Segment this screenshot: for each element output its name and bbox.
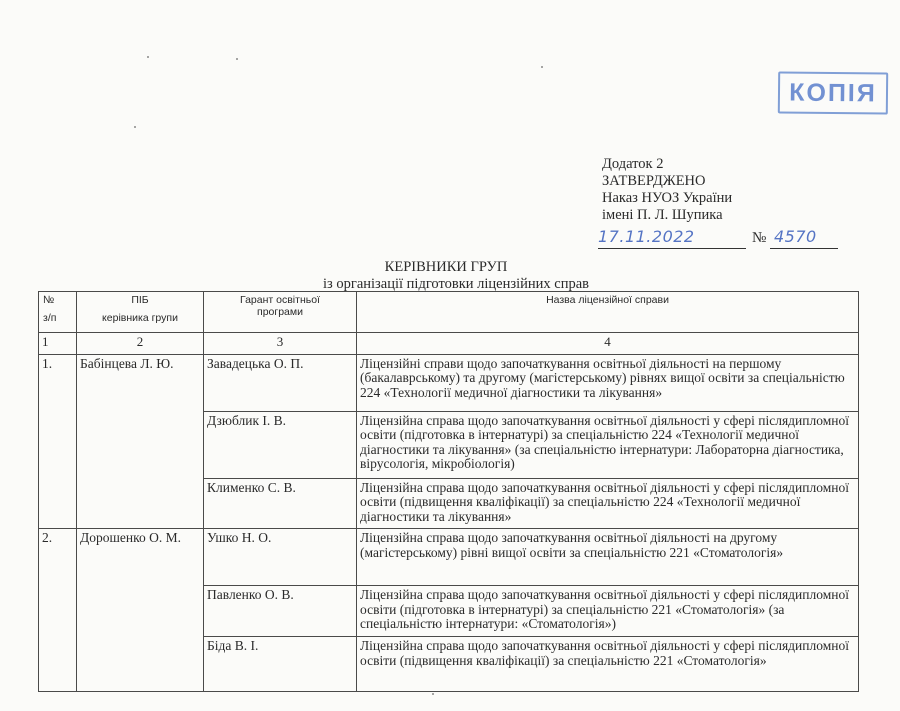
order-date-number-line	[598, 227, 817, 250]
license-case: Ліцензійна справа щодо започаткування освітньої діяльності у сфері післядипломної освіти (підвищення кваліфікації) за спеціальністю 224 «Технології медичної діагностики та лікування»	[357, 478, 859, 529]
header-num-line1: №	[43, 294, 55, 306]
scan-speck	[236, 58, 238, 60]
license-case: Ліцензійні справи щодо започаткування освітньої діяльності на першому (бакалаврському) та другому (магістерському) рівнях вищої освіти за спеціальністю 224 «Технології медичної діагностики та лікування»	[357, 354, 859, 411]
scan-speck	[147, 56, 149, 58]
document-title: КЕРІВНИКИ ГРУП	[384, 259, 508, 275]
column-number: 4	[357, 333, 859, 355]
scan-speck	[541, 66, 543, 68]
number-underline	[770, 248, 838, 249]
order-label: Наказ НУОЗ України	[602, 190, 733, 206]
document-subtitle: із організації підготовки ліцензійних справ	[323, 276, 589, 292]
license-case: Ліцензійна справа щодо започаткування освітньої діяльності у сфері післядипломної освіти (підвищення кваліфікації) за спеціальністю 221 «Стоматологія»	[357, 637, 859, 692]
header-num	[39, 292, 77, 333]
license-case: Ліцензійна справа щодо започаткування освітньої діяльності у сфері післядипломної освіти (підготовка в інтернатурі) за спеціальністю 221 «Стоматологія» (за спеціальністю інтернатури: «Стоматологія»)	[357, 586, 859, 637]
header-leader-line1: ПІБ	[131, 294, 149, 306]
approved-label: ЗАТВЕРДЖЕНО	[602, 173, 706, 189]
appendix-label: Додаток 2	[602, 156, 664, 172]
date-underline	[598, 248, 746, 249]
table-row	[39, 529, 859, 586]
guarantor-name: Завадецька О. П.	[204, 354, 357, 411]
group-number: 1.	[39, 354, 77, 529]
header-license-name: Назва ліцензійної справи	[357, 292, 859, 333]
group-leader: Бабінцева Л. Ю.	[77, 354, 204, 529]
approval-block	[598, 156, 817, 250]
table-header-row	[39, 292, 859, 333]
copy-stamp: КОПІЯ	[778, 71, 888, 114]
group-number: 2.	[39, 529, 77, 692]
scan-speck	[432, 693, 434, 695]
scan-speck	[134, 126, 136, 128]
university-name: імені П. Л. Шупика	[602, 207, 723, 223]
header-guarantor-line1: Гарант освітньої	[240, 294, 320, 306]
column-number-row	[39, 333, 859, 355]
guarantor-name: Дзюблик І. В.	[204, 411, 357, 478]
header-guarantor-line2: програми	[257, 306, 303, 318]
header-leader-name	[77, 292, 204, 333]
column-number: 2	[77, 333, 204, 355]
guarantor-name: Ушко Н. О.	[204, 529, 357, 586]
number-sign: №	[752, 230, 767, 246]
table-row	[39, 354, 859, 411]
license-case: Ліцензійна справа щодо започаткування освітньої діяльності у сфері післядипломної освіти (підготовка в інтернатурі) за спеціальністю 224 «Технології медичної діагностики та лікування» (за спеціальністю інтернатури: Лабораторна діагностика, вірусологія, мікробіологія)	[357, 411, 859, 478]
header-guarantor	[204, 292, 357, 333]
guarantor-name: Біда В. І.	[204, 637, 357, 692]
column-number: 1	[39, 333, 77, 355]
header-leader-line2: керівника групи	[102, 312, 178, 324]
guarantor-name: Клименко С. В.	[204, 478, 357, 529]
group-leaders-table	[38, 291, 859, 692]
guarantor-name: Павленко О. В.	[204, 586, 357, 637]
column-number: 3	[204, 333, 357, 355]
group-leader: Дорошенко О. М.	[77, 529, 204, 692]
order-date-handwritten: 17.11.2022	[598, 227, 695, 246]
header-num-line2: з/п	[43, 312, 57, 324]
order-number-handwritten: 4570	[774, 227, 817, 246]
license-case: Ліцензійна справа щодо започаткування освітньої діяльності на другому (магістерському) рівні вищої освіти за спеціальністю 221 «Стоматологія»	[357, 529, 859, 586]
